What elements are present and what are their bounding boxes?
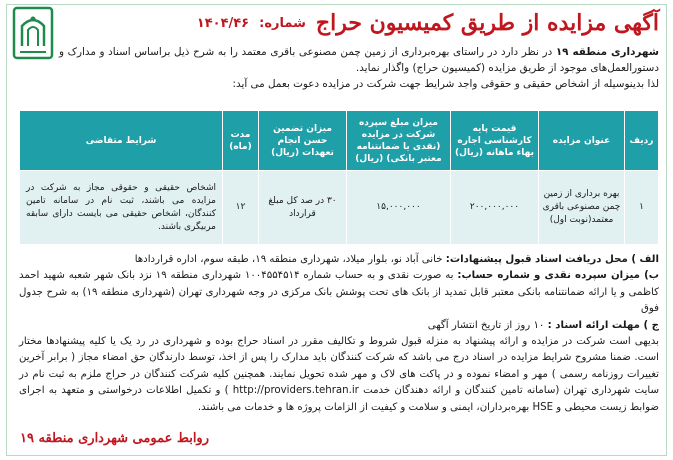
col-base-price: قیمت پایه کارشناسی اجاره بهاء ماهانه (ریال) <box>451 111 539 171</box>
table-row <box>20 171 659 245</box>
col-deposit: میزان مبلغ سپرده شرکت در مزایده (نقدی یا ضمانتنامه معتبر بانکی) (ریال) <box>347 111 451 171</box>
table-header-row <box>20 111 659 171</box>
terms-p6: سلامت و کیفیت از الزامات پروژه ها و خدمات می باشند. <box>197 401 439 413</box>
general-terms <box>19 334 659 416</box>
clause-b-text2: شهید احمد کاظمی و یا ارائه ضمانتنامه بانکی معتبر قابل تمدید از بانک های تحت پوشش بانک مرکزی در وجه شهرداری تهران <box>19 270 660 298</box>
page-title: آگهی مزایده از طریق کمیسیون حراج <box>315 10 659 36</box>
intro-paragraph <box>59 44 659 92</box>
cell-guarantee: ۳۰ در صد کل مبلغ قرارداد <box>259 171 347 245</box>
cell-base-price: ۲۰۰,۰۰۰,۰۰۰ <box>451 171 539 245</box>
public-relations-signature: روابط عمومی شهرداری منطقه ۱۹ <box>20 431 209 446</box>
cell-duration: ۱۲ <box>223 171 259 245</box>
col-guarantee: میزان تضمین حسن انجام تعهدات (ریال) <box>259 111 347 171</box>
number-label: شماره: <box>259 15 306 31</box>
clause-c <box>19 318 659 334</box>
terms-p4: همچنین کلیه شرکت کنندگان در حراج ملزم به ثبت نام در سایت شهرداری تهران (سامانه تامین کنندگان و ارائه دهندگان خدمت <box>19 368 659 397</box>
cell-title: بهره برداری از زمین چمن مصنوعی باقری معتمد(نوبت اول) <box>539 171 625 245</box>
clause-a-text: خانی آباد نو، بلوار میلاد، شهرداری منطقه ۱۹، طبقه سوم، اداره قراردادها <box>134 254 443 265</box>
col-index: ردیف <box>625 111 659 171</box>
clauses-section <box>19 252 659 416</box>
cell-index: ۱ <box>625 171 659 245</box>
clause-b-text3: (شهرداری منطقه ۱۹) به شرح جدول فوق <box>19 286 659 315</box>
providers-link[interactable]: http://providers.tehran.ir <box>232 385 359 397</box>
col-duration: مدت (ماه) <box>223 111 259 171</box>
col-title: عنوان مزایده <box>539 111 625 171</box>
clause-b-text1: به صورت نقدی و به حساب شماره ۱۰۰۴۵۵۴۵۱۴ شهرداری منطقه ۱۹ نزد بانک شهر شعبه <box>68 270 454 282</box>
intro-line3: لذا بدینوسیله از اشخاص حقیقی و حقوقی واجد شرایط جهت شرکت در مزایده دعوت بعمل می آید: <box>232 78 659 90</box>
clause-b-label: ب) میزان سپرده نقدی و شماره حساب: <box>457 270 659 282</box>
terms-p1: بدیهی است شرکت در مزایده و ارائه پیشنهاد به منزله قبول شروط و تکالیف مقرر در اسناد حراج بوده و شهرداری در رد یک یا کلیه <box>89 336 659 348</box>
terms-p3: دارندگان حق امضاء مجاز ( برابر آخرین تغییرات روزنامه رسمی ) مهر و امضاء نموده و در پاکت های لاک و مهر شده تحویل نمایند. <box>19 352 659 380</box>
cell-conditions: اشخاص حقیقی و حقوقی مجاز به شرکت در مزایده می باشند، ثبت نام در سامانه تامین کنندگان، اشخاص حقیقی می بایست دارای سابقه مربیگری باشند. <box>20 171 223 245</box>
clause-c-label: ج ) مهلت ارائه اسناد : <box>547 319 659 331</box>
col-conditions: شرایط متقاضی <box>20 111 223 171</box>
clause-b <box>19 268 659 317</box>
intro-line1: در نظر دارد در راستای بهره‌برداری از زمین چمن مصنوعی باقری معتمد را به شرح <box>193 46 553 58</box>
intro-lead: شهرداری منطقه ۱۹ <box>555 46 659 58</box>
clause-c-text: ۱۰ روز از تاریخ انتشار آگهی <box>427 319 545 331</box>
cell-deposit: ۱۵,۰۰۰,۰۰۰ <box>347 171 451 245</box>
ad-number: ۱۴۰۴/۴۶ <box>196 15 250 31</box>
intro-line2: ذیل براساس اسناد و مدارک و دستورالعمل‌های موجود از طریق مزایده (کمیسیون حراج) واگذار نماید. <box>59 46 659 74</box>
auction-table <box>19 110 659 245</box>
terms-p2: پیشنهادها مختار است. ضمنا مشروح شرایط مزایده در اسناد درج می باشد که شرکت کنندگان باید مدارک را پس از اخذ، توسط <box>19 336 659 364</box>
title-row <box>197 6 659 40</box>
terms-p5: ) و تکمیل اطلاعات درخواستی و متعهد به اجرای ضوابط زیست محیطی و HSE بهره‌برداران، ایمنی و <box>19 385 659 413</box>
tehran-municipality-logo-icon <box>12 6 54 60</box>
clause-a-label: الف ) محل دریافت اسناد قبول پیشنهادات: <box>445 254 659 265</box>
clause-a <box>19 252 659 268</box>
